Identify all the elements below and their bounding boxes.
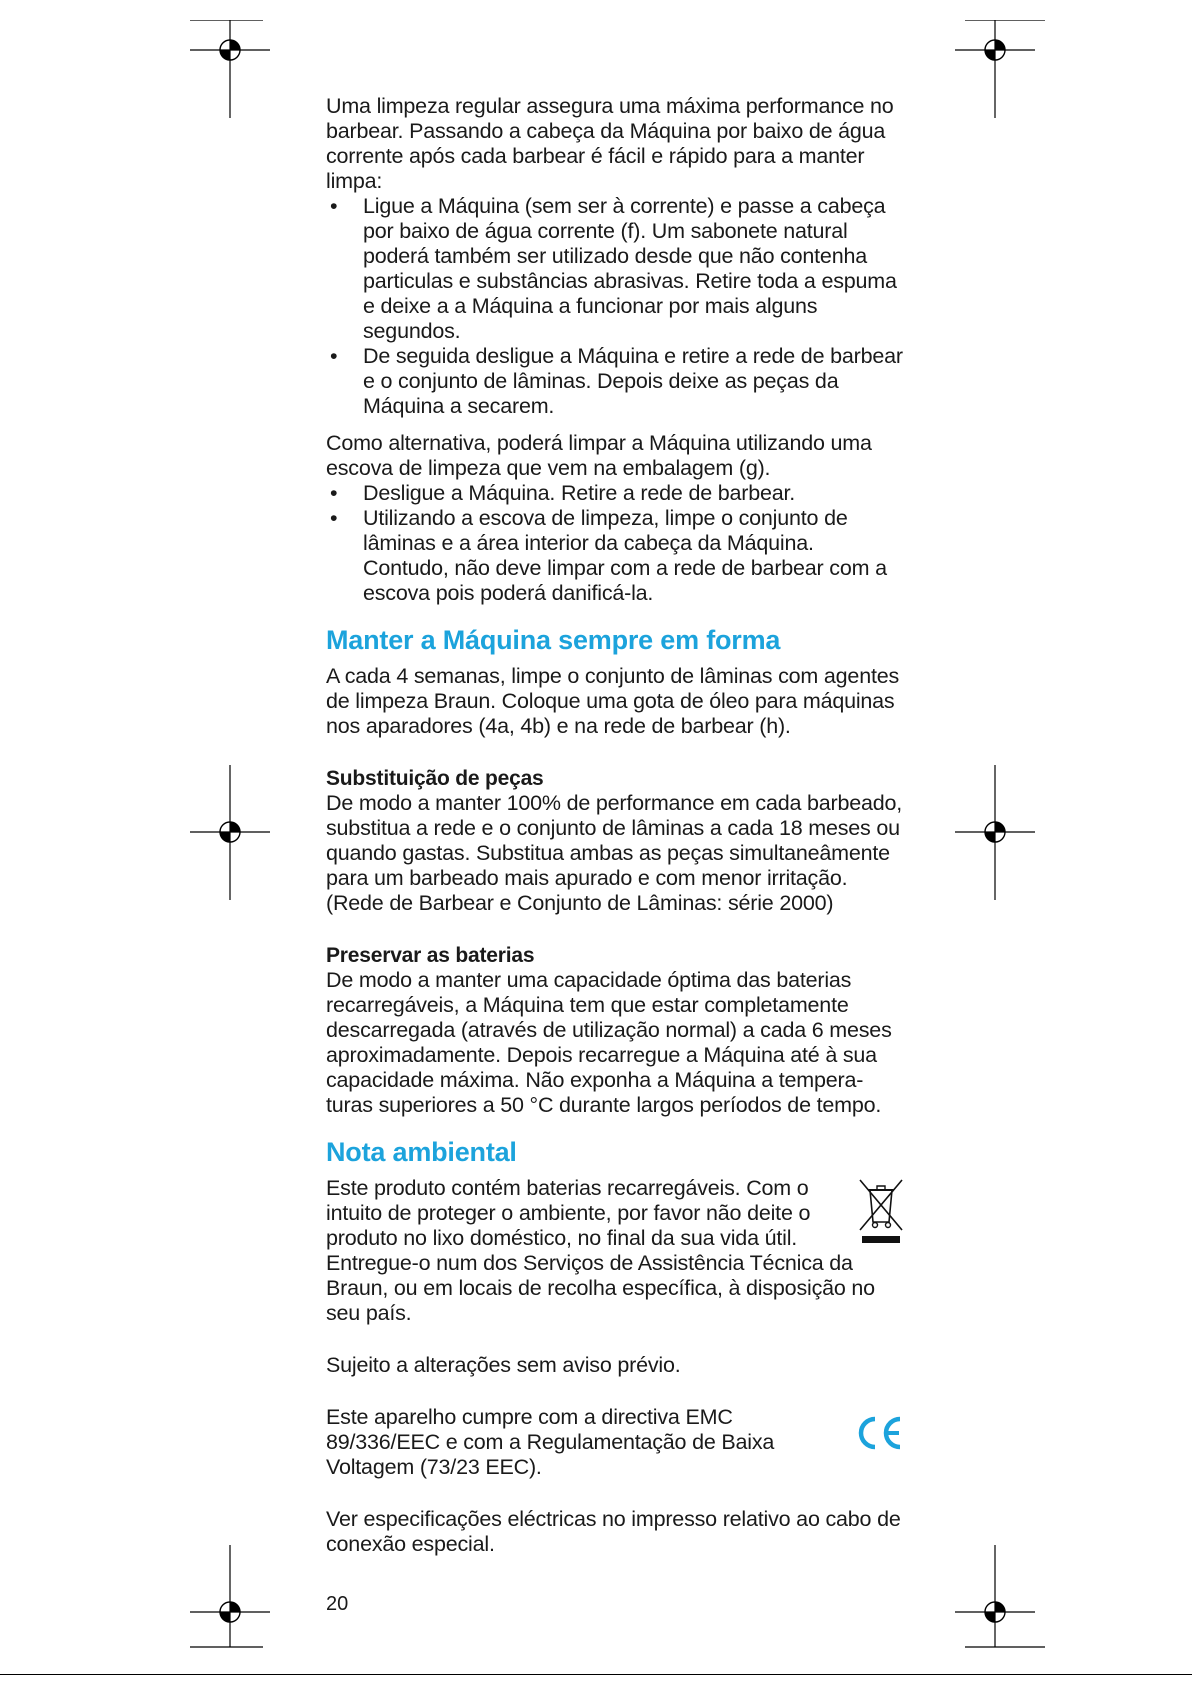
- list-item: • De seguida desligue a Máquina e retire a rede de barbear e o conjunto de lâminas. Depois deixe as peças da Máquina a secarem.: [326, 344, 904, 419]
- registration-mark-icon: [945, 765, 1045, 900]
- maintenance-paragraph: A cada 4 semanas, limpe o conjunto de lâminas com agentes de limpeza Braun. Coloque uma gota de óleo para máquinas nos aparadores (4a, 4b) e na rede de barbear (h).: [326, 664, 900, 738]
- environment-section: [326, 1136, 904, 1557]
- electrical-note: Ver especificações eléctricas no impresso relativo ao cabo de conexão especial.: [326, 1507, 901, 1556]
- environment-note: [326, 1176, 904, 1326]
- crossed-out-wheelie-bin-icon: [858, 1178, 904, 1244]
- subsection-heading: Preservar as baterias: [326, 944, 535, 967]
- list-item: • Desligue a Máquina. Retire a rede de barbear.: [326, 481, 904, 506]
- registration-mark-icon: [945, 1545, 1045, 1655]
- batteries-paragraph: De modo a manter uma capacidade óptima das baterias recarregáveis, a Máquina tem que estar completamente descarregada (através de utilização normal) a cada 6 meses aproximadamente. Depois recarregue a Máquina até à sua capacidade máxima. Não exponha a Máquina a tempera- turas superiores a 50 °C durante largos períodos de tempo.: [326, 968, 892, 1117]
- list-item: • Utilizando a escova de limpeza, limpe o conjunto de lâminas e a área interior da cabeça da Máquina. Contudo, não deve limpar com a rede de barbear com a escova pois poderá danificá-la.: [326, 506, 904, 606]
- environment-line: Este produto contém baterias recarregáveis. Com o: [326, 1176, 809, 1200]
- page-number: 20: [326, 1593, 349, 1615]
- alternative-bullet-list: [326, 481, 904, 606]
- intro-bullet-list: [326, 194, 904, 419]
- compliance-note: [326, 1405, 904, 1480]
- compliance-line: Voltagem (73/23 EEC).: [326, 1455, 542, 1479]
- compliance-line: 89/336/EEC e com a Regulamentação de Baixa: [326, 1430, 775, 1454]
- registration-mark-icon: [190, 1545, 280, 1655]
- ce-mark-icon: [854, 1413, 904, 1453]
- alternative-paragraph: Como alternativa, poderá limpar a Máquina utilizando uma escova de limpeza que vem na embalagem (g).: [326, 431, 872, 480]
- maintenance-section: [326, 624, 904, 1118]
- registration-mark-icon: [190, 765, 280, 900]
- environment-line: intuito de proteger o ambiente, por favor não deite o: [326, 1201, 811, 1225]
- replacement-paragraph: De modo a manter 100% de performance em cada barbeado, substitua a rede e o conjunto de lâminas a cada 18 meses ou quando gastas. Substitua ambas as peças simultaneâmente para um barbeado mais apurado e com menor irritação.: [326, 791, 903, 890]
- notice-text: Sujeito a alterações sem aviso prévio.: [326, 1353, 681, 1377]
- section-heading: Nota ambiental: [326, 1137, 517, 1167]
- page-trim-line: [0, 1674, 1192, 1675]
- subsection-heading: Substituição de peças: [326, 767, 544, 790]
- replacement-note: (Rede de Barbear e Conjunto de Lâminas: série 2000): [326, 891, 834, 915]
- registration-mark-icon: [945, 20, 1045, 120]
- environment-line: produto no lixo doméstico, no final da sua vida útil.: [326, 1226, 798, 1250]
- environment-paragraph: Entregue-o num dos Serviços de Assistência Técnica da Braun, ou em locais de recolha específica, à disposição no seu país.: [326, 1251, 875, 1325]
- list-item: • Ligue a Máquina (sem ser à corrente) e passe a cabeça por baixo de água corrente (f). Um sabonete natural poderá também ser utilizado desde que não contenha particulas e substâncias abrasivas. Retire toda a espuma e deixe a a Máquina a funcionar por mais alguns segundos.: [326, 194, 904, 344]
- intro-paragraph: Uma limpeza regular assegura uma máxima performance no barbear. Passando a cabeça da Máquina por baixo de água corrente após cada barbear é fácil e rápido para a manter limpa:: [326, 94, 894, 193]
- cleaning-section: [326, 94, 904, 606]
- section-heading: Manter a Máquina sempre em forma: [326, 625, 781, 655]
- compliance-line: Este aparelho cumpre com a directiva EMC: [326, 1405, 733, 1429]
- registration-mark-icon: [190, 20, 280, 120]
- manual-page-content: [326, 94, 904, 1557]
